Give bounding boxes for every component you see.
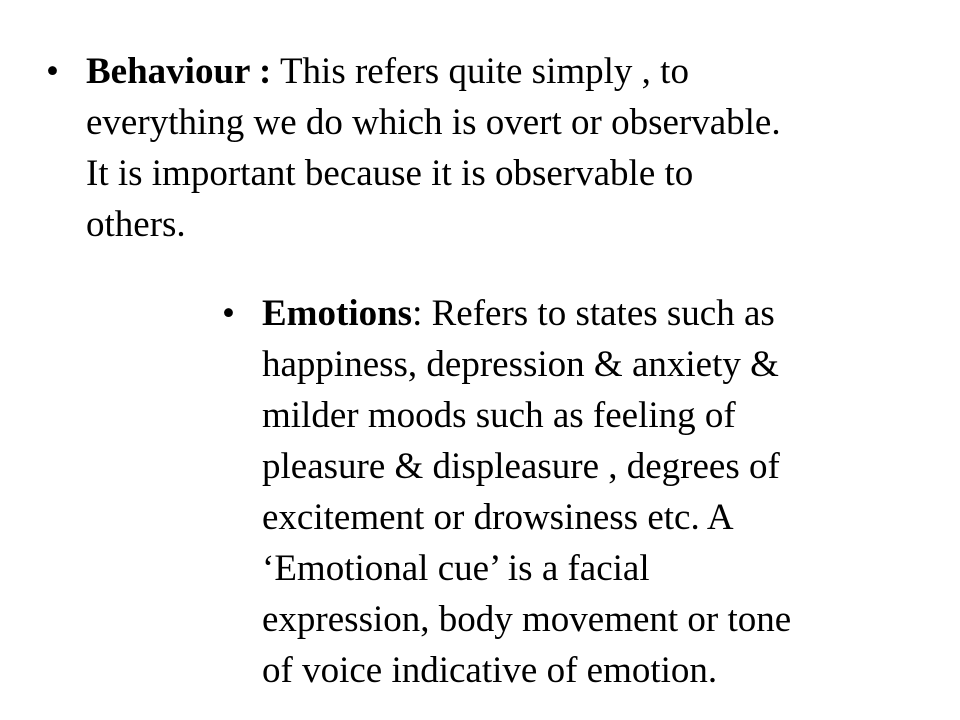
text-line: It is important because it is observable to (86, 153, 694, 194)
bullet-text (262, 288, 902, 696)
bullet-dot: • (222, 293, 235, 334)
text-line (262, 288, 902, 339)
text-line: of voice indicative of emotion. (262, 650, 718, 691)
definition-text: : Refers to states such as (412, 293, 775, 334)
text-line: expression, body movement or tone (262, 599, 792, 640)
definition-text: This refers quite simply , to (271, 51, 689, 92)
text-line: happiness, depression & anxiety & (262, 344, 779, 385)
text-line: others. (86, 204, 186, 245)
term-behaviour: Behaviour : (86, 51, 272, 92)
bullet-behaviour (46, 46, 906, 250)
text-line: milder moods such as feeling of (262, 395, 736, 436)
text-line: everything we do which is overt or observable. (86, 102, 781, 143)
text-line: excitement or drowsiness etc. A (262, 497, 734, 538)
bullet-dot: • (46, 51, 59, 92)
bullet-text (86, 46, 826, 250)
text-line: pleasure & displeasure , degrees of (262, 446, 780, 487)
bullet-emotions (222, 288, 942, 696)
term-emotions: Emotions (262, 293, 413, 334)
text-line: ‘Emotional cue’ is a facial (262, 548, 650, 589)
text-line (86, 46, 826, 97)
